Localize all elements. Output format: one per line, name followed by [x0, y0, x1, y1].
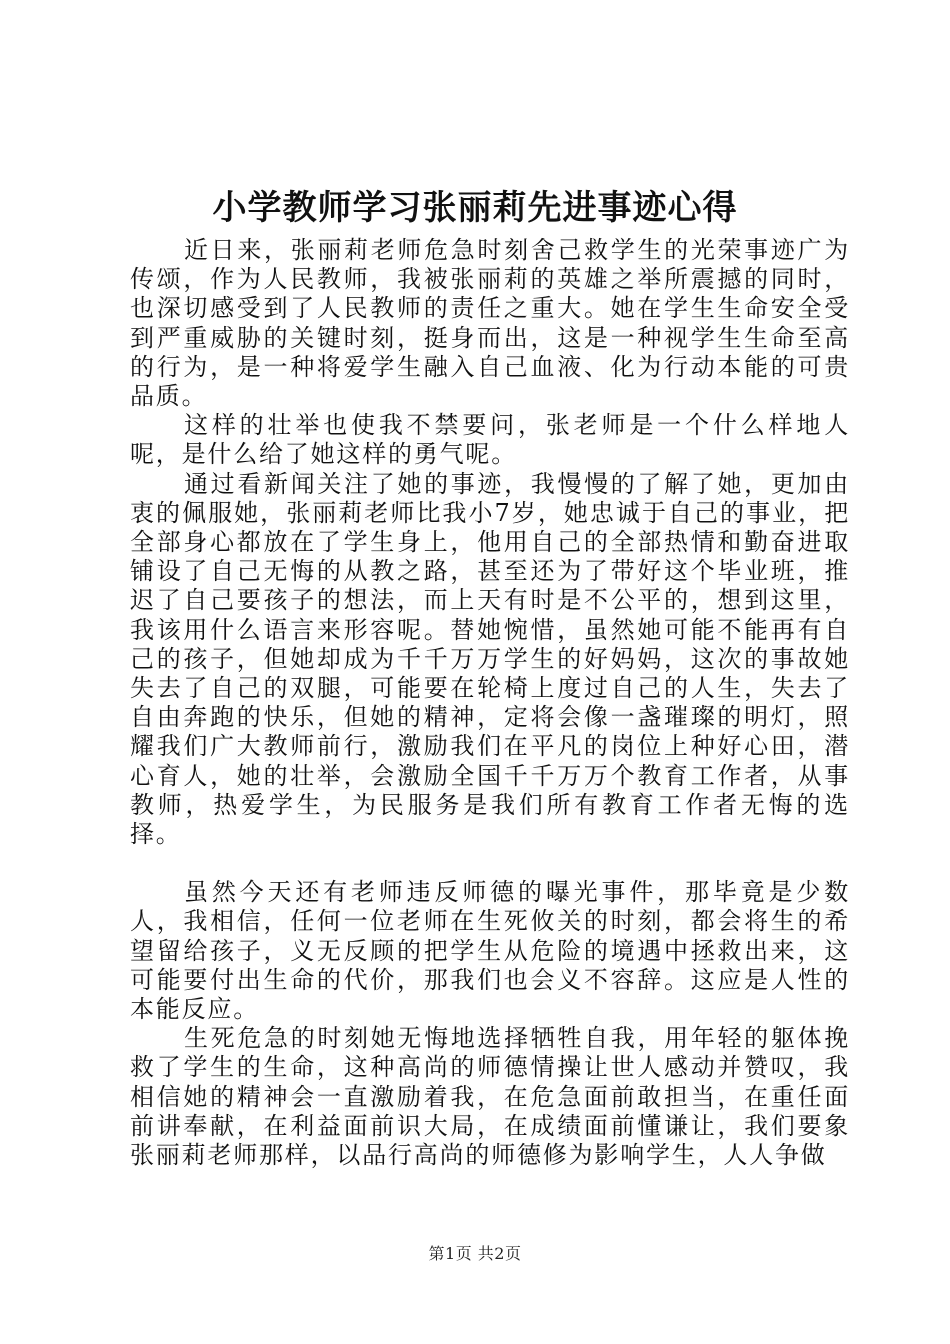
paragraph-1: 近日来，张丽莉老师危急时刻舍己救学生的光荣事迹广为传颂，作为人民教师，我被张丽莉的英雄之举所震撼的同时，也深切感受到了人民教师的责任之重大。她在学生生命安全受到严重威胁的关键时刻，挺身而出，这是一种视学生生命至高的行为，是一种将爱学生融入自己血液、化为行动本能的可贵品质。: [130, 236, 850, 411]
paragraph-5: 生死危急的时刻她无悔地选择牺牲自我，用年轻的躯体挽救了学生的生命，这种高尚的师德情操让世人感动并赞叹，我相信她的精神会一直激励着我，在危急面前敢担当，在重任面前讲奉献，在利益面前识大局，在成绩面前懂谦让，我们要象张丽莉老师那样，以品行高尚的师德修为影响学生，人人争做: [130, 1024, 850, 1170]
paragraph-3: 通过看新闻关注了她的事迹，我慢慢的了解了她，更加由衷的佩服她，张丽莉老师比我小7岁，她忠诚于自己的事业，把全部身心都放在了学生身上，他用自己的全部热情和勤奋进取铺设了自己无悔的从教之路，甚至还为了带好这个毕业班，推迟了自己要孩子的想法，而上天有时是不公平的，想到这里，我该用什么语言来形容呢。替她惋惜，虽然她可能不能再有自己的孩子，但她却成为千千万万学生的好妈妈，这次的事故她失去了自己的双腿，可能要在轮椅上度过自己的人生，失去了自由奔跑的快乐，但她的精神，定将会像一盏璀璨的明灯，照耀我们广大教师前行，激励我们在平凡的岗位上种好心田，潜心育人，她的壮举，会激励全国千千万万个教育工作者，从事教师，热爱学生，为民服务是我们所有教育工作者无悔的选择。: [130, 469, 850, 849]
page-number: 第1页 共2页: [428, 1244, 522, 1263]
paragraph-2: 这样的壮举也使我不禁要问，张老师是一个什么样地人呢，是什么给了她这样的勇气呢。: [130, 411, 850, 469]
document-body: [130, 236, 850, 1170]
paragraph-4: 虽然今天还有老师违反师德的曝光事件，那毕竟是少数人，我相信，任何一位老师在生死攸关的时刻，都会将生的希望留给孩子，义无反顾的把学生从危险的境遇中拯救出来，这可能要付出生命的代价，那我们也会义不容辞。这应是人性的本能反应。: [130, 878, 850, 1024]
document-title: 小学教师学习张丽莉先进事迹心得: [212, 188, 738, 228]
